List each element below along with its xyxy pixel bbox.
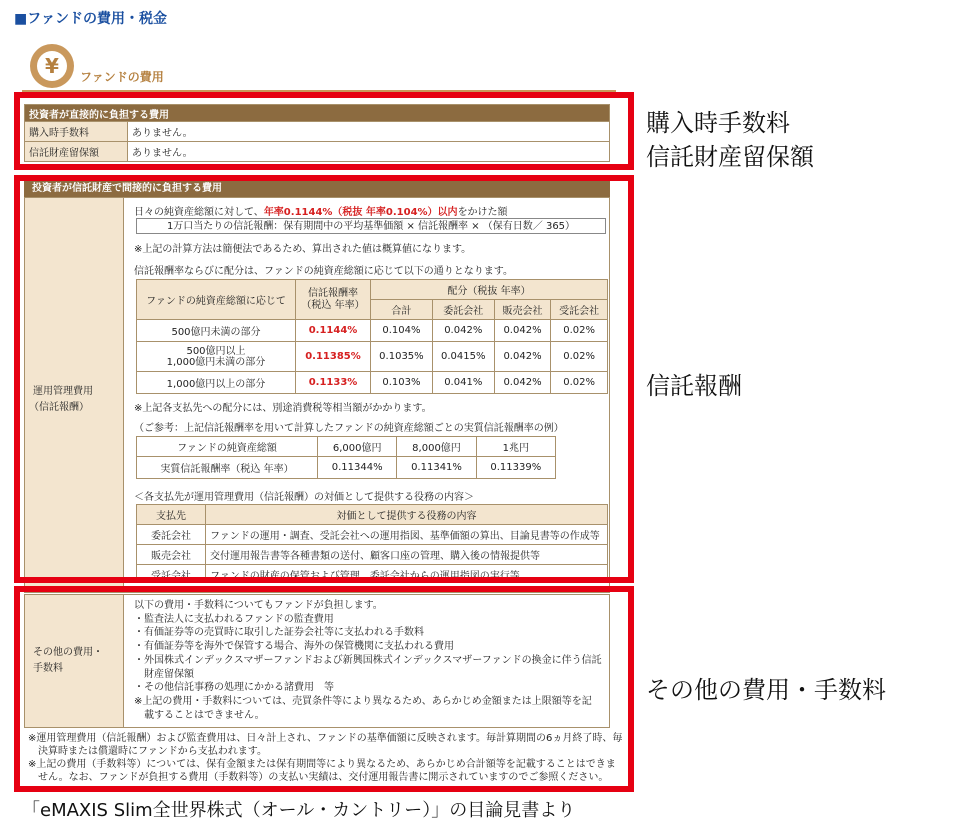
reserve-value: ありません。 [128,142,610,162]
rate-cell: 0.11385% [296,342,371,372]
highlight-box-trust-fee [14,175,634,583]
section-title: ファンドの費用 [80,70,164,84]
assets-cell: 1,000億円以上の部分 [137,372,296,394]
mgmt-fee-label: 運用管理費用 [33,386,93,397]
yen-glyph: ¥ [37,51,67,81]
manager-cell: 0.042% [432,320,494,342]
note-tax: ※上記各支払先への配分には、別途消費税等相当額がかかります。 [134,403,432,414]
ref-row-value: 0.11341% [397,457,476,479]
trustee-cell: 0.02% [551,372,608,394]
distributor-cell: 0.042% [494,342,551,372]
other-line: ・有価証券等を海外で保管する場合、海外の保管機関に支払われる費用 [134,641,454,653]
ref-header-value: 6,000億円 [318,437,397,457]
note-approx: ※上記の計算方法は簡便法であるため、算出された値は概算値になります。 [134,244,472,255]
intro-rate: 年率0.1144%（税抜 年率0.104%）以内 [263,207,458,218]
intro-pre: 日々の純資産総額に対して、 [134,207,264,218]
assets-line2: 1,000億円未満の部分 [166,356,266,368]
mgmt-fee-label-sub: （信託報酬） [29,402,89,413]
ref-row-label: 実質信託報酬率（税込 年率） [137,457,318,479]
yen-icon [30,44,74,88]
indirect-band: 投資者が信託財産で間接的に負担する費用 [24,181,610,197]
other-line: ・有価証券等の売買時に取引した証券会社等に支払われる手数料 [134,627,424,639]
intro-post: をかけた額 [457,207,508,218]
total-cell: 0.1035% [371,342,433,372]
services-title: ＜各支払先が運用管理費用（信託報酬）の対価として提供する役務の内容＞ [134,492,474,503]
page-header: ■ファンドの費用・税金 [14,11,167,27]
col-total: 合計 [371,300,433,320]
trustee-cell: 0.02% [551,320,608,342]
note-allocation: 信託報酬率ならびに配分は、ファンドの純資産総額に応じて以下の通りとなります。 [134,266,513,277]
highlight-box-direct [14,92,634,170]
other-line: ・外国株式インデックスマザーファンドおよび新興国株式インデックスマザーファンドの換金に伴う信託 [134,654,602,666]
distributor-cell: 0.042% [494,320,551,342]
trustee-cell: 0.02% [551,342,608,372]
other-fees-label: その他の費用・ [33,647,103,658]
annotation-trust-fee: 信託報酬 [646,372,742,400]
annotation-purchase-fee: 購入時手数料 [646,109,790,137]
footnote-line: ※運用管理費用（信託報酬）および監査費用は、日々計上され、ファンドの基準価額に反映されます。毎計算期間の6ヵ月終了時、毎 [28,733,623,744]
other-line: ・その他信託事務の処理にかかる諸費用 等 [134,682,334,694]
col-service: 対価として提供する役務の内容 [206,505,608,525]
col-trustee: 受託会社 [551,300,608,320]
footnote-line: せん。なお、ファンドが負担する費用（手数料等）の支払い実績は、交付運用報告書に開示されていますのでご参照ください。 [28,772,609,783]
formula-box: 1万口当たりの信託報酬：保有期間中の平均基準価額 × 信託報酬率 × （保有日数／ 365） [136,218,606,234]
manager-cell: 0.0415% [432,342,494,372]
total-cell: 0.104% [371,320,433,342]
other-fees-label-sub: 手数料 [33,663,63,674]
purchase-fee-label: 購入時手数料 [25,122,128,142]
footnote-line: ※上記の費用（手数料等）については、保有金額または保有期間等により異なるため、あらかじめ合計額等を記載することはできま [28,759,616,770]
col-rate-line1: 信託報酬率 [308,287,358,299]
col-payee: 支払先 [137,505,206,525]
source-caption: 「eMAXIS Slim全世界株式（オール・カントリー）」の目論見書より [22,800,576,821]
other-line: 以下の費用・手数料についてもファンドが負担します。 [134,600,383,611]
assets-line1: 500億円以上 [186,345,246,357]
payee-cell: 販売会社 [137,545,206,565]
reserve-label: 信託財産留保額 [25,142,128,162]
reference-title: （ご参考：上記信託報酬率を用いて計算したファンドの純資産総額ごとの実質信託報酬率の例） [134,423,564,434]
other-line: 財産留保額 [134,668,194,680]
col-distributor: 販売会社 [494,300,551,320]
ref-header-value: 1兆円 [476,437,555,457]
direct-band: 投資者が直接的に負担する費用 [25,105,610,122]
purchase-fee-value: ありません。 [128,122,610,142]
col-manager: 委託会社 [432,300,494,320]
other-line: 載することはできません。 [134,709,265,721]
ref-row-value: 0.11339% [476,457,555,479]
ref-row-value: 0.11344% [318,457,397,479]
highlight-box-other [14,586,634,792]
rate-cell: 0.1133% [296,372,371,394]
annotation-reserve: 信託財産留保額 [646,143,814,171]
ref-header-label: ファンドの純資産総額 [137,437,318,457]
manager-cell: 0.041% [432,372,494,394]
annotation-other-fees: その他の費用・手数料 [646,676,886,704]
col-alloc: 配分（税抜 年率） [371,280,608,300]
col-assets: ファンドの純資産総額に応じて [137,280,296,320]
col-rate-line2: （税込 年率） [301,299,365,311]
service-cell: 交付運用報告書等各種書類の送付、顧客口座の管理、購入後の情報提供等 [206,545,608,565]
service-cell: ファンドの運用・調査、受託会社への運用指図、基準価額の算出、目論見書等の作成等 [206,525,608,545]
other-line: ※上記の費用・手数料については、売買条件等により異なるため、あらかじめ金額または上限額等を記 [134,695,592,707]
rate-cell: 0.1144% [296,320,371,342]
assets-cell: 500億円未満の部分 [137,320,296,342]
distributor-cell: 0.042% [494,372,551,394]
payee-cell: 委託会社 [137,525,206,545]
total-cell: 0.103% [371,372,433,394]
service-cell: ファンドの財産の保管および管理、委託会社からの運用指図の実行等 [206,565,608,583]
payee-cell: 受託会社 [137,565,206,583]
ref-header-value: 8,000億円 [397,437,476,457]
other-line: ・監査法人に支払われるファンドの監査費用 [134,613,334,625]
footnote-line: 決算時または償還時にファンドから支払われます。 [28,746,267,757]
